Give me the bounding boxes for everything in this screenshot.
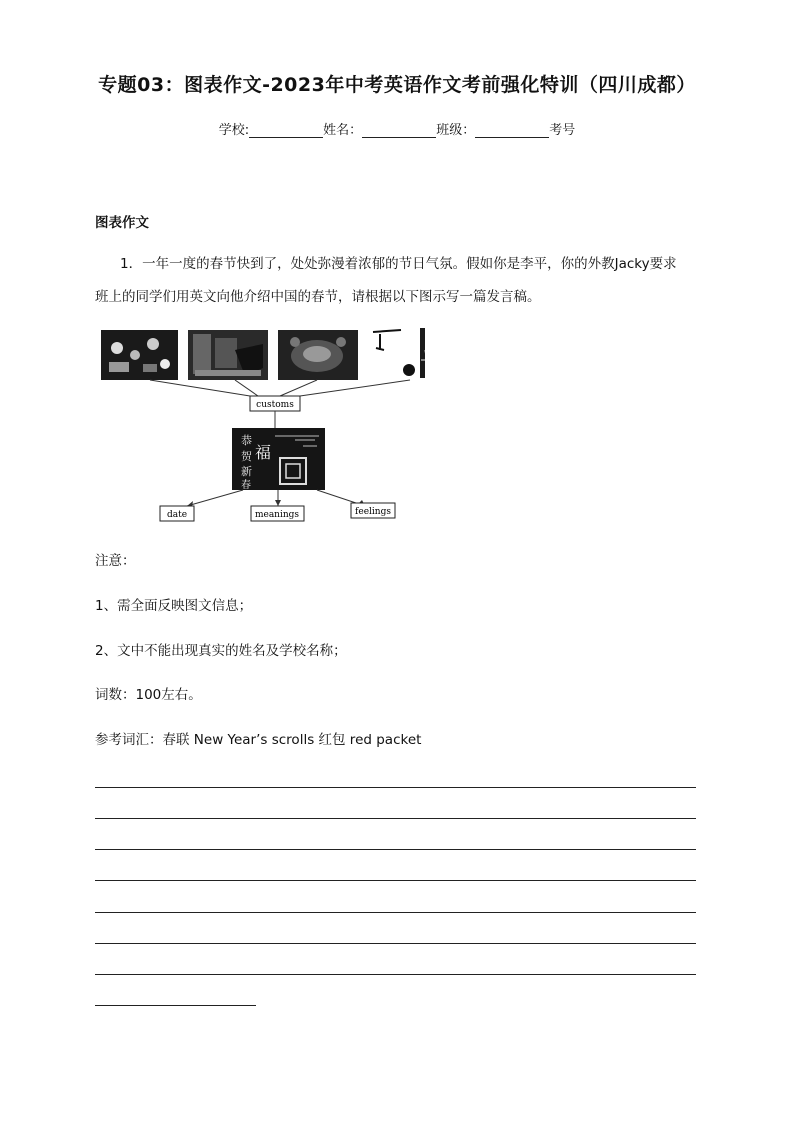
center-char-fu: 福: [255, 443, 272, 462]
page-title: 专题03：图表作文-2023年中考英语作文考前强化特训（四川成都）: [98, 74, 696, 96]
center-char-1: 恭: [241, 434, 252, 447]
custom-picture-4: [367, 326, 425, 380]
number-label: 考号: [549, 123, 576, 138]
custom-picture-2: [188, 330, 268, 380]
class-label: 班级：: [436, 123, 476, 138]
date-label: date: [166, 510, 188, 520]
answer-line[interactable]: [95, 880, 696, 881]
class-blank[interactable]: [475, 124, 549, 138]
name-label: 姓名：: [323, 123, 363, 138]
question-text-line1: 1．一年一度的春节快到了，处处弥漫着浓郁的节日气氛。假如你是李平，你的外教Jacky要求: [120, 256, 677, 272]
student-info-row: [0, 119, 794, 138]
answer-line[interactable]: [95, 818, 696, 819]
notice-heading: 注意：: [95, 553, 136, 569]
customs-label: customs: [256, 400, 294, 410]
reference-vocabulary: 参考词汇：春联 New Year’s scrolls 红包 red packet: [95, 732, 422, 748]
custom-picture-3: [278, 330, 358, 380]
name-blank[interactable]: [362, 124, 436, 138]
answer-line[interactable]: [95, 787, 696, 788]
center-char-4: 春: [241, 480, 251, 491]
notice-item-1: 1、需全面反映图文信息；: [95, 598, 253, 614]
fu-calligraphy-picture: [232, 428, 325, 491]
answer-line[interactable]: [95, 849, 696, 850]
center-char-3: 新: [241, 465, 252, 478]
center-char-2: 贺: [241, 450, 252, 463]
answer-line[interactable]: [95, 912, 696, 913]
answer-line[interactable]: [95, 974, 696, 975]
word-count-requirement: 词数：100左右。: [95, 687, 202, 703]
answer-line-short[interactable]: [95, 1005, 256, 1006]
meanings-label: meanings: [254, 510, 300, 520]
question-text-line2: 班上的同学们用英文向他介绍中国的春节，请根据以下图示写一篇发言稿。: [95, 289, 541, 305]
school-label: 学校:: [218, 123, 250, 138]
custom-picture-1: [101, 330, 178, 380]
feelings-label: feelings: [355, 507, 391, 517]
spring-festival-mindmap: [95, 320, 425, 525]
section-heading: 图表作文: [95, 215, 149, 231]
notice-item-2: 2、文中不能出现真实的姓名及学校名称；: [95, 643, 347, 659]
school-blank[interactable]: [249, 124, 323, 138]
answer-line[interactable]: [95, 943, 696, 944]
